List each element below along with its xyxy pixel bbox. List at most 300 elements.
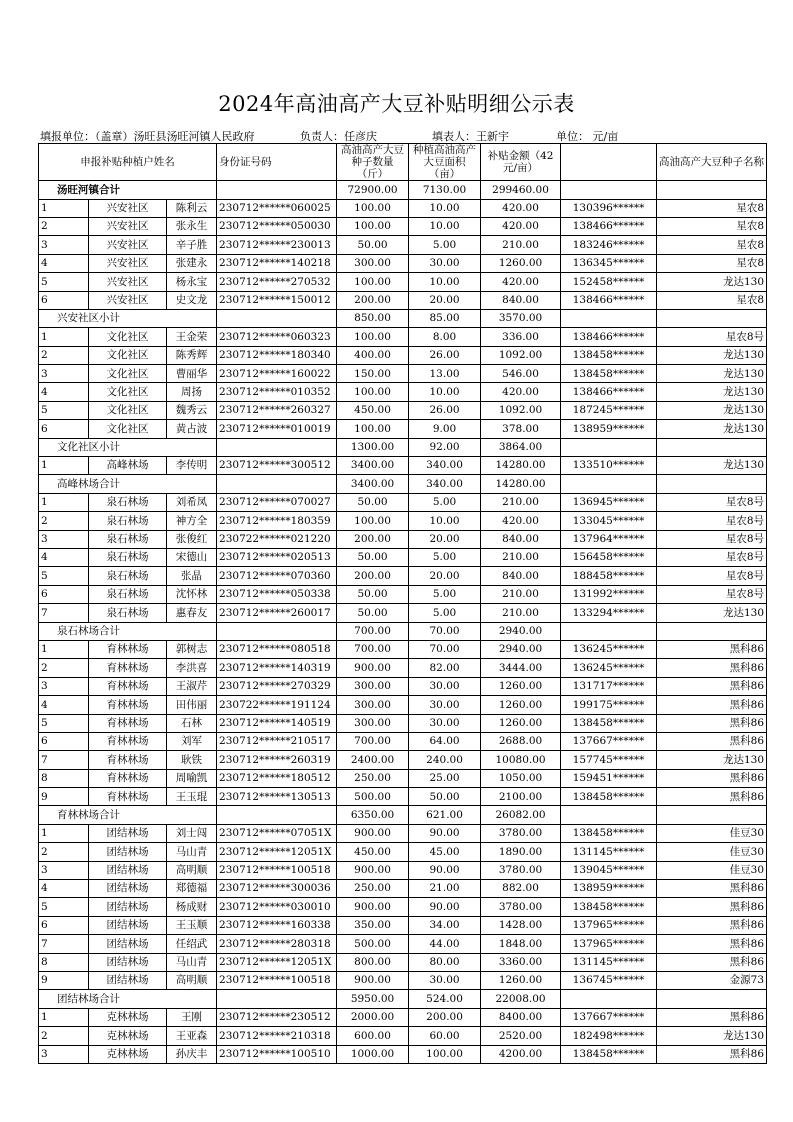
row-phone: 138466****** [561, 383, 657, 401]
row-id-number: 230712******160022 [217, 365, 337, 383]
row-number: 3 [39, 861, 89, 879]
row-phone: 138458****** [561, 898, 657, 916]
row-seed: 900.00 [337, 824, 409, 842]
row-name: 郭树志 [167, 640, 217, 658]
subtotal-row [39, 990, 767, 1008]
row-variety: 黑科86 [657, 659, 767, 677]
header-variety: 高油高产大豆种子名称 [657, 144, 767, 181]
row-variety: 星农8 [657, 217, 767, 235]
row-variety: 星农8号 [657, 512, 767, 530]
row-area: 10.00 [409, 383, 481, 401]
row-amount: 1092.00 [481, 346, 561, 364]
row-seed: 50.00 [337, 493, 409, 511]
row-unit: 育林林场 [89, 714, 167, 732]
row-name: 高明顺 [167, 861, 217, 879]
table-row [39, 640, 767, 658]
row-amount: 210.00 [481, 236, 561, 254]
row-area: 25.00 [409, 769, 481, 787]
row-area: 340.00 [409, 457, 481, 475]
row-unit: 团结林场 [89, 824, 167, 842]
row-seed: 50.00 [337, 604, 409, 622]
row-amount: 882.00 [481, 880, 561, 898]
row-seed: 50.00 [337, 236, 409, 254]
sum-amount: 26082.00 [481, 806, 561, 824]
row-number: 3 [39, 236, 89, 254]
row-area: 34.00 [409, 916, 481, 934]
row-variety: 佳豆30 [657, 824, 767, 842]
row-id-number: 230712******050030 [217, 217, 337, 235]
row-unit: 兴安社区 [89, 236, 167, 254]
row-phone: 138458****** [561, 1045, 657, 1063]
row-variety: 星农8 [657, 236, 767, 254]
empty-cell [657, 309, 767, 327]
row-name: 耿铁 [167, 751, 217, 769]
empty-cell [217, 622, 337, 640]
row-phone: 137667****** [561, 732, 657, 750]
row-amount: 420.00 [481, 383, 561, 401]
row-phone: 131992****** [561, 585, 657, 603]
row-number: 5 [39, 567, 89, 585]
row-area: 64.00 [409, 732, 481, 750]
row-unit: 育林林场 [89, 732, 167, 750]
empty-cell [217, 990, 337, 1008]
row-phone: 138959****** [561, 420, 657, 438]
row-area: 26.00 [409, 401, 481, 419]
row-area: 5.00 [409, 549, 481, 567]
row-variety: 星农8号 [657, 585, 767, 603]
row-area: 60.00 [409, 1027, 481, 1045]
empty-cell [561, 475, 657, 493]
row-variety: 龙达130 [657, 365, 767, 383]
row-id-number: 230712******130513 [217, 788, 337, 806]
row-unit: 泉石林场 [89, 604, 167, 622]
table-row [39, 843, 767, 861]
row-unit: 育林林场 [89, 769, 167, 787]
row-variety: 黑科86 [657, 953, 767, 971]
row-amount: 840.00 [481, 567, 561, 585]
header-id: 身份证号码 [217, 144, 337, 181]
row-id-number: 230712******080518 [217, 640, 337, 658]
subtotal-row [39, 622, 767, 640]
row-number: 8 [39, 953, 89, 971]
row-variety: 黑科86 [657, 640, 767, 658]
row-amount: 1428.00 [481, 916, 561, 934]
row-number: 2 [39, 217, 89, 235]
row-phone: 133045****** [561, 512, 657, 530]
row-name: 王玉琨 [167, 788, 217, 806]
row-seed: 2400.00 [337, 751, 409, 769]
row-amount: 210.00 [481, 493, 561, 511]
row-phone: 137965****** [561, 935, 657, 953]
row-id-number: 230712******020513 [217, 549, 337, 567]
table-row [39, 457, 767, 475]
header-name: 申报补贴种植户姓名 [39, 144, 217, 181]
measure-unit: 单位： 元/亩 [556, 130, 619, 143]
row-amount: 3780.00 [481, 861, 561, 879]
row-area: 30.00 [409, 714, 481, 732]
row-amount: 1890.00 [481, 843, 561, 861]
row-amount: 1848.00 [481, 935, 561, 953]
row-seed: 800.00 [337, 953, 409, 971]
row-phone: 138466****** [561, 328, 657, 346]
row-unit: 文化社区 [89, 383, 167, 401]
row-id-number: 230712******140519 [217, 714, 337, 732]
row-name: 陈秀辉 [167, 346, 217, 364]
row-unit: 团结林场 [89, 916, 167, 934]
row-phone: 156458****** [561, 549, 657, 567]
row-variety: 金源73 [657, 971, 767, 989]
row-seed: 100.00 [337, 328, 409, 346]
header-area: 种植高油高产大豆面积（亩） [409, 144, 481, 181]
row-name: 神方全 [167, 512, 217, 530]
empty-cell [561, 622, 657, 640]
row-area: 30.00 [409, 254, 481, 272]
row-id-number: 230712******010352 [217, 383, 337, 401]
sum-amount: 3570.00 [481, 309, 561, 327]
row-amount: 840.00 [481, 530, 561, 548]
subtotal-row [39, 475, 767, 493]
row-id-number: 230712******140319 [217, 659, 337, 677]
row-phone: 136245****** [561, 659, 657, 677]
row-amount: 378.00 [481, 420, 561, 438]
row-area: 20.00 [409, 567, 481, 585]
row-number: 7 [39, 604, 89, 622]
row-number: 4 [39, 254, 89, 272]
row-area: 30.00 [409, 971, 481, 989]
row-name: 张建永 [167, 254, 217, 272]
table-row [39, 217, 767, 235]
row-phone: 199175****** [561, 696, 657, 714]
row-id-number: 230712******160338 [217, 916, 337, 934]
row-amount: 3780.00 [481, 898, 561, 916]
row-name: 张晶 [167, 567, 217, 585]
row-number: 1 [39, 824, 89, 842]
table-row [39, 1027, 767, 1045]
row-number: 2 [39, 512, 89, 530]
row-name: 任绍武 [167, 935, 217, 953]
row-area: 70.00 [409, 640, 481, 658]
row-amount: 420.00 [481, 512, 561, 530]
row-seed: 250.00 [337, 880, 409, 898]
table-row [39, 788, 767, 806]
subtotal-label: 文化社区小计 [39, 438, 217, 456]
row-name: 张俊红 [167, 530, 217, 548]
empty-cell [217, 438, 337, 456]
sum-seed: 850.00 [337, 309, 409, 327]
row-variety: 龙达130 [657, 751, 767, 769]
row-number: 3 [39, 365, 89, 383]
row-area: 30.00 [409, 696, 481, 714]
row-number: 5 [39, 898, 89, 916]
row-area: 8.00 [409, 328, 481, 346]
row-number: 6 [39, 732, 89, 750]
row-number: 3 [39, 677, 89, 695]
reporting-unit: 填报单位：（盖章）汤旺县汤旺河镇人民政府 [40, 130, 255, 143]
row-name: 杨成财 [167, 898, 217, 916]
row-phone: 138458****** [561, 346, 657, 364]
row-variety: 星农8 [657, 254, 767, 272]
row-seed: 300.00 [337, 677, 409, 695]
row-name: 杨永宝 [167, 273, 217, 291]
empty-cell [561, 990, 657, 1008]
row-area: 10.00 [409, 199, 481, 217]
sum-amount: 2940.00 [481, 622, 561, 640]
row-unit: 文化社区 [89, 365, 167, 383]
row-id-number: 230722******021220 [217, 530, 337, 548]
table-row [39, 732, 767, 750]
row-id-number: 230712******100518 [217, 861, 337, 879]
row-seed: 900.00 [337, 861, 409, 879]
table-row [39, 696, 767, 714]
row-id-number: 230712******140218 [217, 254, 337, 272]
table-row [39, 328, 767, 346]
row-seed: 900.00 [337, 971, 409, 989]
row-name: 刘军 [167, 732, 217, 750]
row-unit: 文化社区 [89, 328, 167, 346]
row-seed: 250.00 [337, 769, 409, 787]
row-id-number: 230712******230512 [217, 1008, 337, 1026]
row-name: 李洪喜 [167, 659, 217, 677]
row-phone: 137964****** [561, 530, 657, 548]
row-id-number: 230712******050338 [217, 585, 337, 603]
row-area: 5.00 [409, 585, 481, 603]
empty-cell [561, 181, 657, 199]
row-name: 田伟丽 [167, 696, 217, 714]
row-unit: 团结林场 [89, 971, 167, 989]
row-name: 张永生 [167, 217, 217, 235]
row-area: 80.00 [409, 953, 481, 971]
row-unit: 团结林场 [89, 935, 167, 953]
row-phone: 137667****** [561, 1008, 657, 1026]
sum-area: 92.00 [409, 438, 481, 456]
table-row [39, 935, 767, 953]
table-row [39, 567, 767, 585]
row-amount: 2940.00 [481, 640, 561, 658]
empty-cell [217, 181, 337, 199]
row-phone: 133294****** [561, 604, 657, 622]
row-name: 沈怀林 [167, 585, 217, 603]
row-variety: 黑科86 [657, 1045, 767, 1063]
row-amount: 2688.00 [481, 732, 561, 750]
header-seed: 高油高产大豆种子数量（斤） [337, 144, 409, 181]
table-row [39, 714, 767, 732]
table-row [39, 751, 767, 769]
table-row [39, 677, 767, 695]
row-phone: 138466****** [561, 217, 657, 235]
row-phone: 131717****** [561, 677, 657, 695]
row-seed: 300.00 [337, 714, 409, 732]
row-variety: 龙达130 [657, 604, 767, 622]
row-unit: 育林林场 [89, 640, 167, 658]
row-name: 王刚 [167, 1008, 217, 1026]
row-name: 辛子胜 [167, 236, 217, 254]
table-row [39, 953, 767, 971]
row-area: 9.00 [409, 420, 481, 438]
row-number: 5 [39, 273, 89, 291]
row-seed: 1000.00 [337, 1045, 409, 1063]
empty-cell [217, 475, 337, 493]
row-area: 5.00 [409, 493, 481, 511]
row-amount: 8400.00 [481, 1008, 561, 1026]
row-seed: 500.00 [337, 788, 409, 806]
row-seed: 700.00 [337, 732, 409, 750]
empty-cell [217, 309, 337, 327]
row-id-number: 230712******07051X [217, 824, 337, 842]
row-seed: 50.00 [337, 585, 409, 603]
row-id-number: 230712******100510 [217, 1045, 337, 1063]
row-id-number: 230712******280318 [217, 935, 337, 953]
row-seed: 100.00 [337, 383, 409, 401]
row-phone: 138466****** [561, 291, 657, 309]
row-variety: 龙达130 [657, 457, 767, 475]
row-unit: 团结林场 [89, 880, 167, 898]
row-unit: 团结林场 [89, 953, 167, 971]
empty-cell [657, 806, 767, 824]
row-area: 21.00 [409, 880, 481, 898]
row-phone: 136245****** [561, 640, 657, 658]
row-name: 刘希凤 [167, 493, 217, 511]
subtotal-label: 育林林场合计 [39, 806, 217, 824]
row-id-number: 230712******150012 [217, 291, 337, 309]
table-row [39, 861, 767, 879]
row-number: 2 [39, 659, 89, 677]
row-area: 90.00 [409, 898, 481, 916]
row-unit: 克林林场 [89, 1008, 167, 1026]
row-id-number: 230722******191124 [217, 696, 337, 714]
header-amount: 补贴金额（42元/亩） [481, 144, 561, 181]
row-number: 1 [39, 1008, 89, 1026]
row-area: 26.00 [409, 346, 481, 364]
subtotal-row [39, 309, 767, 327]
row-variety: 龙达130 [657, 383, 767, 401]
row-unit: 育林林场 [89, 788, 167, 806]
row-seed: 400.00 [337, 346, 409, 364]
table-row [39, 585, 767, 603]
row-unit: 泉石林场 [89, 493, 167, 511]
row-variety: 星农8号 [657, 328, 767, 346]
sum-seed: 3400.00 [337, 475, 409, 493]
row-area: 10.00 [409, 512, 481, 530]
row-area: 10.00 [409, 217, 481, 235]
row-variety: 黑科86 [657, 935, 767, 953]
row-number: 3 [39, 530, 89, 548]
row-seed: 900.00 [337, 659, 409, 677]
row-amount: 1260.00 [481, 677, 561, 695]
empty-cell [561, 438, 657, 456]
table-row [39, 549, 767, 567]
sum-amount: 14280.00 [481, 475, 561, 493]
subtotal-row [39, 438, 767, 456]
row-id-number: 230712******060025 [217, 199, 337, 217]
row-unit: 兴安社区 [89, 199, 167, 217]
row-number: 4 [39, 696, 89, 714]
row-seed: 100.00 [337, 273, 409, 291]
sum-area: 70.00 [409, 622, 481, 640]
sum-amount: 3864.00 [481, 438, 561, 456]
sum-seed: 700.00 [337, 622, 409, 640]
row-unit: 团结林场 [89, 843, 167, 861]
sum-amount: 299460.00 [481, 181, 561, 199]
row-name: 宋德山 [167, 549, 217, 567]
row-number: 2 [39, 346, 89, 364]
empty-cell [657, 622, 767, 640]
row-amount: 2520.00 [481, 1027, 561, 1045]
row-unit: 泉石林场 [89, 549, 167, 567]
row-variety: 佳豆30 [657, 861, 767, 879]
row-area: 30.00 [409, 677, 481, 695]
row-number: 1 [39, 328, 89, 346]
row-amount: 840.00 [481, 291, 561, 309]
row-seed: 200.00 [337, 567, 409, 585]
row-id-number: 230712******260017 [217, 604, 337, 622]
row-amount: 2100.00 [481, 788, 561, 806]
table-row [39, 916, 767, 934]
row-variety: 黑科86 [657, 677, 767, 695]
row-unit: 兴安社区 [89, 273, 167, 291]
page-title: 2024年高油高产大豆补贴明细公示表 [218, 92, 575, 116]
row-seed: 200.00 [337, 291, 409, 309]
row-amount: 546.00 [481, 365, 561, 383]
total-row [39, 181, 767, 199]
leader: 负责人：任彦庆 [300, 130, 377, 143]
row-number: 6 [39, 585, 89, 603]
row-number: 4 [39, 383, 89, 401]
row-id-number: 230712******060323 [217, 328, 337, 346]
row-number: 6 [39, 916, 89, 934]
row-phone: 136945****** [561, 493, 657, 511]
table-row [39, 199, 767, 217]
empty-cell [657, 438, 767, 456]
row-variety: 星农8 [657, 291, 767, 309]
row-phone: 130396****** [561, 199, 657, 217]
row-number: 7 [39, 751, 89, 769]
row-variety: 星农8 [657, 199, 767, 217]
header-phone [561, 144, 657, 181]
row-id-number: 230712******070360 [217, 567, 337, 585]
row-name: 高明顺 [167, 971, 217, 989]
subsidy-table [38, 143, 767, 1064]
row-variety: 黑科86 [657, 769, 767, 787]
row-name: 史文龙 [167, 291, 217, 309]
row-name: 陈利云 [167, 199, 217, 217]
row-phone: 152458****** [561, 273, 657, 291]
row-variety: 佳豆30 [657, 843, 767, 861]
row-variety: 龙达130 [657, 1027, 767, 1045]
row-name: 周喻凯 [167, 769, 217, 787]
row-unit: 文化社区 [89, 346, 167, 364]
row-area: 10.00 [409, 273, 481, 291]
row-id-number: 230712******180359 [217, 512, 337, 530]
sum-area: 340.00 [409, 475, 481, 493]
row-phone: 187245****** [561, 401, 657, 419]
row-area: 200.00 [409, 1008, 481, 1026]
row-id-number: 230712******12051X [217, 843, 337, 861]
row-area: 90.00 [409, 824, 481, 842]
row-seed: 100.00 [337, 199, 409, 217]
table-row [39, 365, 767, 383]
row-id-number: 230712******300036 [217, 880, 337, 898]
row-unit: 团结林场 [89, 898, 167, 916]
row-unit: 克林林场 [89, 1045, 167, 1063]
row-id-number: 230712******230013 [217, 236, 337, 254]
row-phone: 138458****** [561, 788, 657, 806]
row-name: 王金荣 [167, 328, 217, 346]
row-amount: 3780.00 [481, 824, 561, 842]
row-area: 20.00 [409, 530, 481, 548]
row-area: 240.00 [409, 751, 481, 769]
row-unit: 兴安社区 [89, 254, 167, 272]
row-area: 50.00 [409, 788, 481, 806]
